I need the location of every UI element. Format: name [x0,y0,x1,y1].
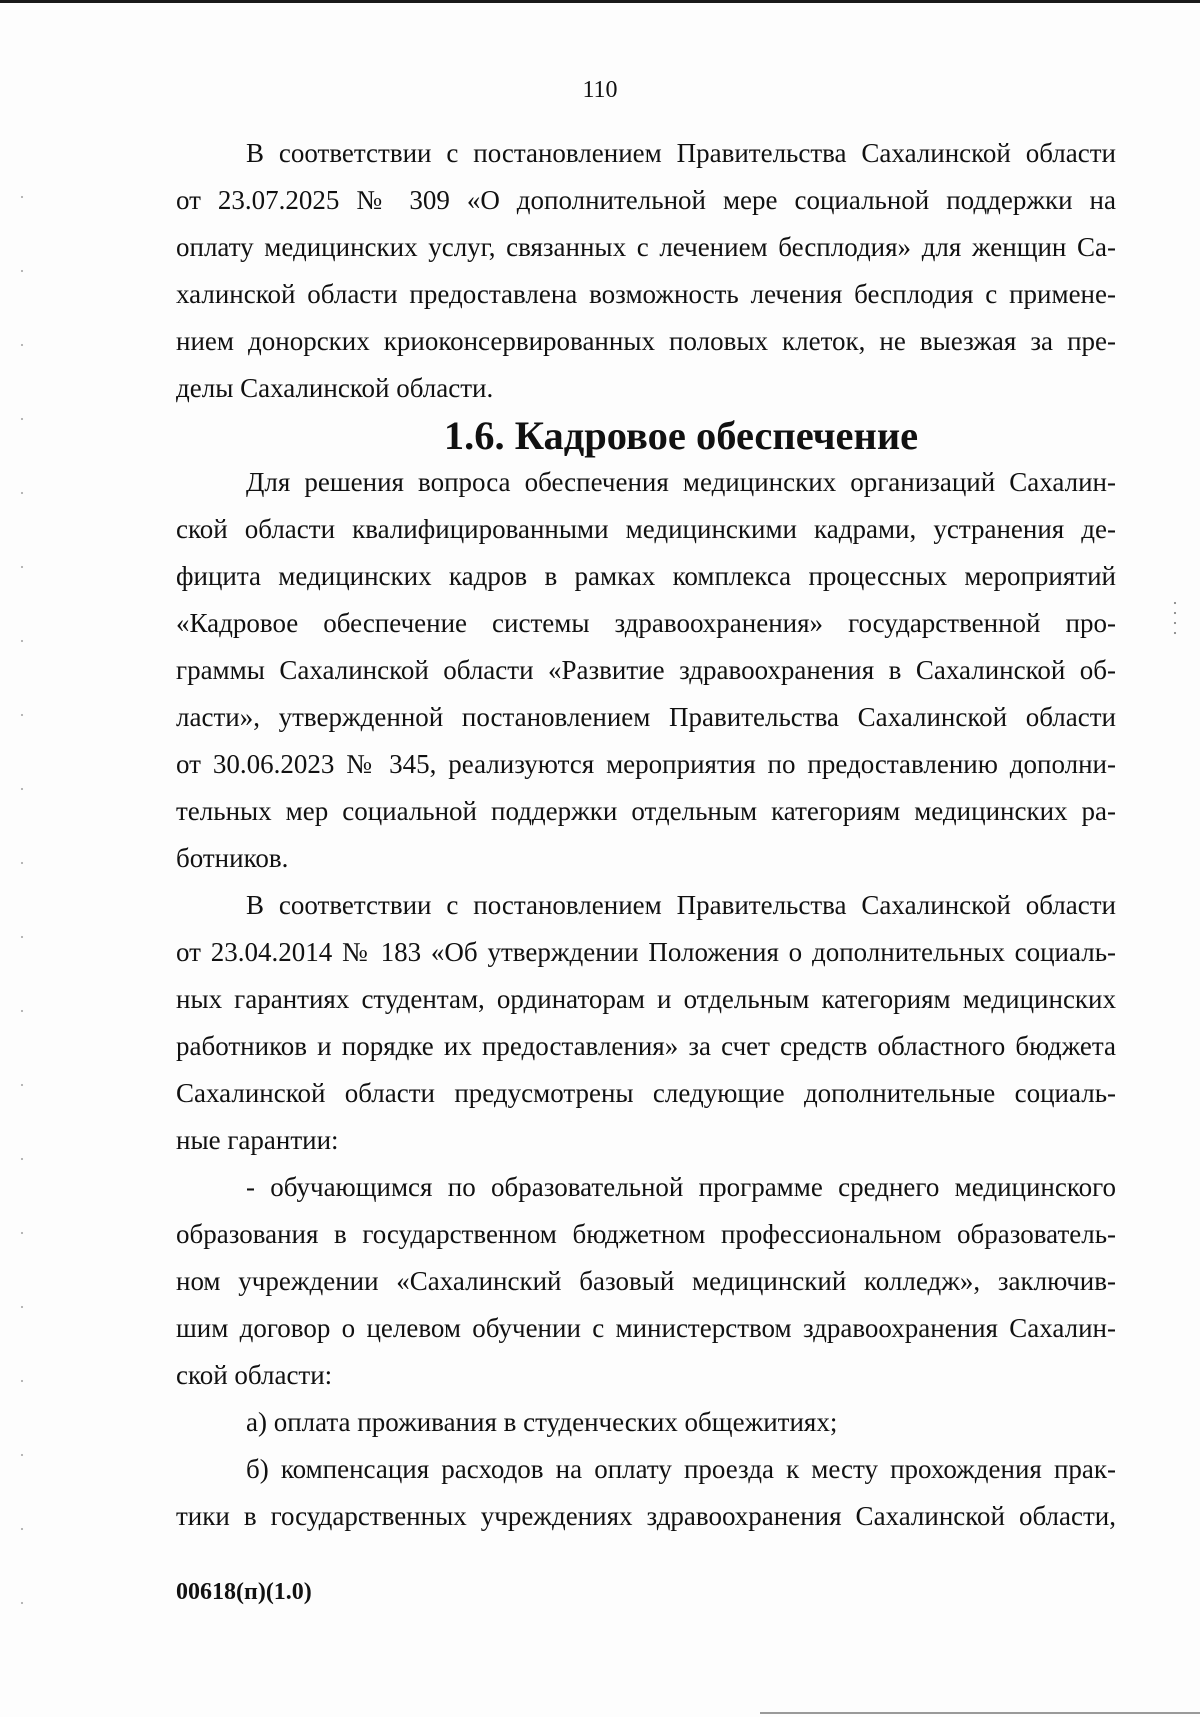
scan-edge-top [0,0,1200,3]
text-line: ных гарантиях студентам, ординаторам и отдельным категориям медицинских [176,984,1116,1014]
paragraph-students-college [176,1164,1116,1399]
text-line: шим договор о целевом обучении с министерством здравоохранения Сахалин- [176,1313,1116,1343]
text-line: фицита медицинских кадров в рамках комплекса процессных мероприятий [176,561,1116,591]
paragraph-infertility-support [176,130,1116,412]
text-line: от 30.06.2023 № 345, реализуются мероприятия по предоставлению дополни- [176,749,1116,779]
text-line: а) оплата проживания в студенческих общежитиях; [246,1407,838,1437]
text-line: тики в государственных учреждениях здравоохранения Сахалинской области, [176,1501,1116,1531]
paragraph-staffing-program [176,459,1116,882]
text-line: работников и порядке их предоставления» за счет средств областного бюджета [176,1031,1116,1061]
text-line: ном учреждении «Сахалинский базовый медицинский колледж», заключив- [176,1266,1116,1296]
text-line: В соответствии с постановлением Правительства Сахалинской области [246,138,1116,168]
text-line: нием донорских криоконсервированных половых клеток, не выезжая за пре- [176,326,1116,356]
section-heading: 1.6. Кадровое обеспечение [443,413,919,458]
text-line: делы Сахалинской области. [176,373,494,403]
text-line: образования в государственном бюджетном профессиональном образователь- [176,1219,1116,1249]
page-number: 110 [582,77,618,103]
scan-edge-bottom [760,1712,1200,1714]
text-line: тельных мер социальной поддержки отдельным категориям медицинских ра- [176,796,1116,826]
text-line: ской области: [176,1360,333,1390]
paragraph-social-guarantees [176,882,1116,1164]
text-line: ласти», утвержденной постановлением Правительства Сахалинской области [176,702,1116,732]
text-line: - обучающимся по образовательной программе среднего медицинского [246,1172,1116,1202]
text-line: «Кадровое обеспечение системы здравоохранения» государственной про- [176,608,1116,638]
list-item-a [176,1399,1116,1446]
text-line: граммы Сахалинской области «Развитие здравоохранения в Сахалинской об- [176,655,1116,685]
text-line: Для решения вопроса обеспечения медицинских организаций Сахалин- [246,467,1116,497]
document-code: 00618(п)(1.0) [176,1579,312,1605]
text-line: от 23.04.2014 № 183 «Об утверждении Положения о дополнительных социаль- [176,937,1116,967]
text-line: от 23.07.2025 № 309 «О дополнительной мере социальной поддержки на [176,185,1116,215]
list-item-b [176,1446,1116,1540]
scan-right-specks [1172,598,1178,638]
text-line: оплату медицинских услуг, связанных с лечением бесплодия» для женщин Са- [176,232,1116,262]
text-line: Сахалинской области предусмотрены следующие дополнительные социаль- [176,1078,1116,1108]
text-line: халинской области предоставлена возможность лечения бесплодия с примене- [176,279,1116,309]
text-line: ботников. [176,843,289,873]
text-line: ные гарантии: [176,1125,339,1155]
text-line: В соответствии с постановлением Правительства Сахалинской области [246,890,1116,920]
text-line: ской области квалифицированными медицинскими кадрами, устранения де- [176,514,1116,544]
document-body [176,130,1116,1540]
scan-margin-specks [18,160,26,1660]
text-line: б) компенсация расходов на оплату проезда к месту прохождения прак- [246,1454,1116,1484]
